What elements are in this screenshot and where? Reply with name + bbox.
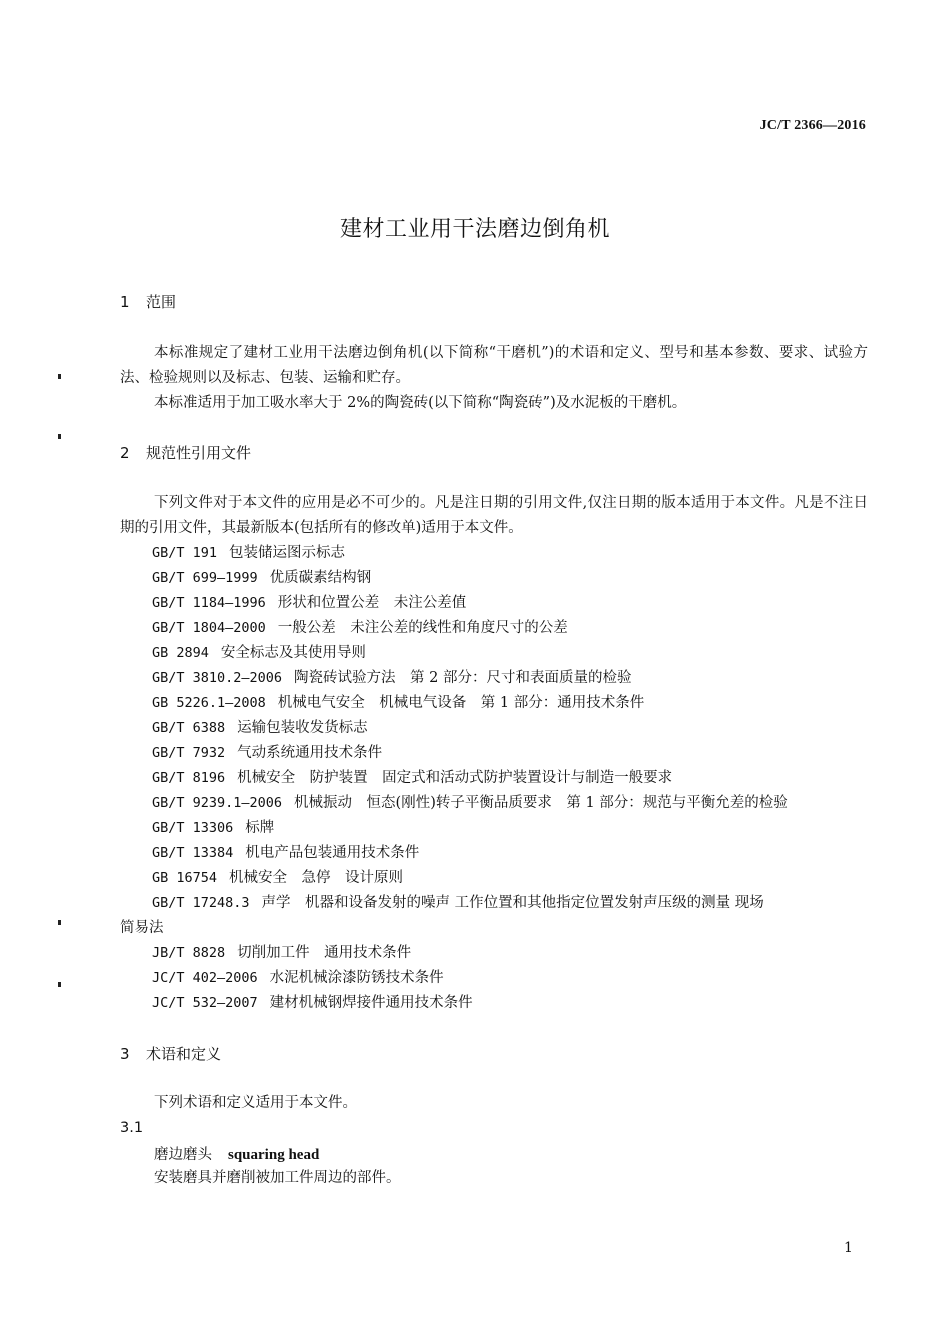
reference-title: 机械电气安全 机械电气设备 第 1 部分：通用技术条件 — [277, 695, 645, 711]
reference-title: 优质碳素结构钢 — [269, 570, 372, 586]
reference-title: 陶瓷砖试验方法 第 2 部分：尺寸和表面质量的检验 — [294, 670, 632, 686]
list-item — [152, 741, 872, 766]
reference-title: 标牌 — [245, 820, 275, 836]
reference-title: 机械振动 恒态(刚性)转子平衡品质要求 第 1 部分：规范与平衡允差的检验 — [294, 795, 788, 811]
list-item — [152, 991, 872, 1016]
reference-code: GB 16754 — [152, 870, 218, 886]
section-title: 规范性引用文件 — [146, 444, 252, 462]
reference-title: 包装储运图示标志 — [229, 545, 346, 561]
list-item — [152, 941, 872, 966]
reference-title-continuation: 简易法 — [120, 920, 164, 936]
normative-references-list — [120, 541, 872, 1016]
reference-title: 水泥机械涂漆防锈技术条件 — [269, 970, 444, 986]
list-item — [152, 566, 872, 591]
reference-title: 一般公差 未注公差的线性和角度尺寸的公差 — [277, 620, 568, 636]
list-item — [152, 616, 872, 641]
reference-code: GB/T 13306 — [152, 820, 234, 836]
reference-code: GB/T 7932 — [152, 745, 226, 761]
reference-code: JB/T 8828 — [152, 945, 226, 961]
term-english: squaring head — [228, 1147, 320, 1163]
margin-mark — [58, 920, 61, 925]
reference-title: 机电产品包装通用技术条件 — [245, 845, 420, 861]
list-item — [152, 966, 872, 991]
list-item — [152, 591, 872, 616]
section-number: 3 — [120, 1045, 130, 1063]
margin-mark — [58, 374, 61, 379]
term-entry — [154, 1143, 319, 1164]
reference-code: GB/T 13384 — [152, 845, 234, 861]
section-title: 术语和定义 — [146, 1045, 222, 1063]
list-item — [152, 666, 872, 691]
list-item — [152, 866, 872, 891]
reference-code: GB/T 9239.1—2006 — [152, 795, 283, 811]
list-item — [152, 766, 872, 791]
list-item — [152, 691, 872, 716]
reference-title: 声学 机器和设备发射的噪声 工作位置和其他指定位置发射声压级的测量 现场 — [261, 895, 764, 911]
document-title: 建材工业用干法磨边倒角机 — [339, 217, 610, 242]
term-number: 3.1 — [120, 1120, 144, 1136]
list-item — [152, 841, 872, 866]
section-3-heading — [120, 1043, 221, 1064]
reference-code: GB 2894 — [152, 645, 209, 661]
list-item — [152, 816, 872, 841]
list-item — [152, 791, 872, 816]
reference-title: 建材机械钢焊接件通用技术条件 — [269, 995, 473, 1011]
reference-code: GB/T 17248.3 — [152, 895, 250, 911]
reference-title: 机械安全 防护装置 固定式和活动式防护装置设计与制造一般要求 — [237, 770, 673, 786]
list-item — [120, 891, 872, 941]
reference-title: 安全标志及其使用导则 — [220, 645, 366, 661]
reference-code: GB/T 6388 — [152, 720, 226, 736]
reference-code: GB/T 3810.2—2006 — [152, 670, 283, 686]
reference-code: GB/T 1804—2000 — [152, 620, 266, 636]
margin-mark — [58, 982, 61, 987]
reference-title: 机械安全 急停 设计原则 — [229, 870, 404, 886]
scope-paragraph-2: 本标准适用于加工吸水率大于 2%的陶瓷砖(以下简称“陶瓷砖”)及水泥板的干磨机。 — [154, 395, 687, 411]
reference-title: 气动系统通用技术条件 — [237, 745, 383, 761]
references-intro: 下列文件对于本文件的应用是必不可少的。凡是注日期的引用文件,仅注日期的版本适用于本文件。凡是不注日期的引用文件，其最新版本(包括所有的修改单)适用于本文件。 — [120, 495, 868, 536]
reference-code: GB 5226.1—2008 — [152, 695, 266, 711]
reference-code: JC/T 532—2007 — [152, 995, 258, 1011]
section-number: 1 — [120, 293, 130, 311]
term-definition: 安装磨具并磨削被加工件周边的部件。 — [154, 1170, 401, 1186]
reference-code: GB/T 191 — [152, 545, 218, 561]
standard-code: JC/T 2366—2016 — [759, 118, 866, 133]
reference-code: GB/T 8196 — [152, 770, 226, 786]
section-1-heading — [120, 291, 176, 312]
list-item — [152, 641, 872, 666]
section-2-heading — [120, 442, 251, 463]
list-item — [152, 716, 872, 741]
reference-code: GB/T 1184—1996 — [152, 595, 266, 611]
reference-code: GB/T 699—1999 — [152, 570, 258, 586]
margin-mark — [58, 434, 61, 439]
scope-paragraph-1: 本标准规定了建材工业用干法磨边倒角机(以下简称“干磨机”)的术语和定义、型号和基本参数、要求、试验方法、检验规则以及标志、包装、运输和贮存。 — [120, 345, 868, 386]
section-number: 2 — [120, 444, 130, 462]
reference-title: 切削加工件 通用技术条件 — [237, 945, 412, 961]
reference-title: 运输包装收发货标志 — [237, 720, 368, 736]
terms-intro: 下列术语和定义适用于本文件。 — [154, 1095, 357, 1111]
reference-title: 形状和位置公差 未注公差值 — [277, 595, 467, 611]
term-chinese: 磨边磨头 — [154, 1147, 212, 1163]
section-title: 范围 — [146, 293, 177, 311]
page-number: 1 — [844, 1240, 853, 1256]
reference-code: JC/T 402—2006 — [152, 970, 258, 986]
list-item — [152, 541, 872, 566]
